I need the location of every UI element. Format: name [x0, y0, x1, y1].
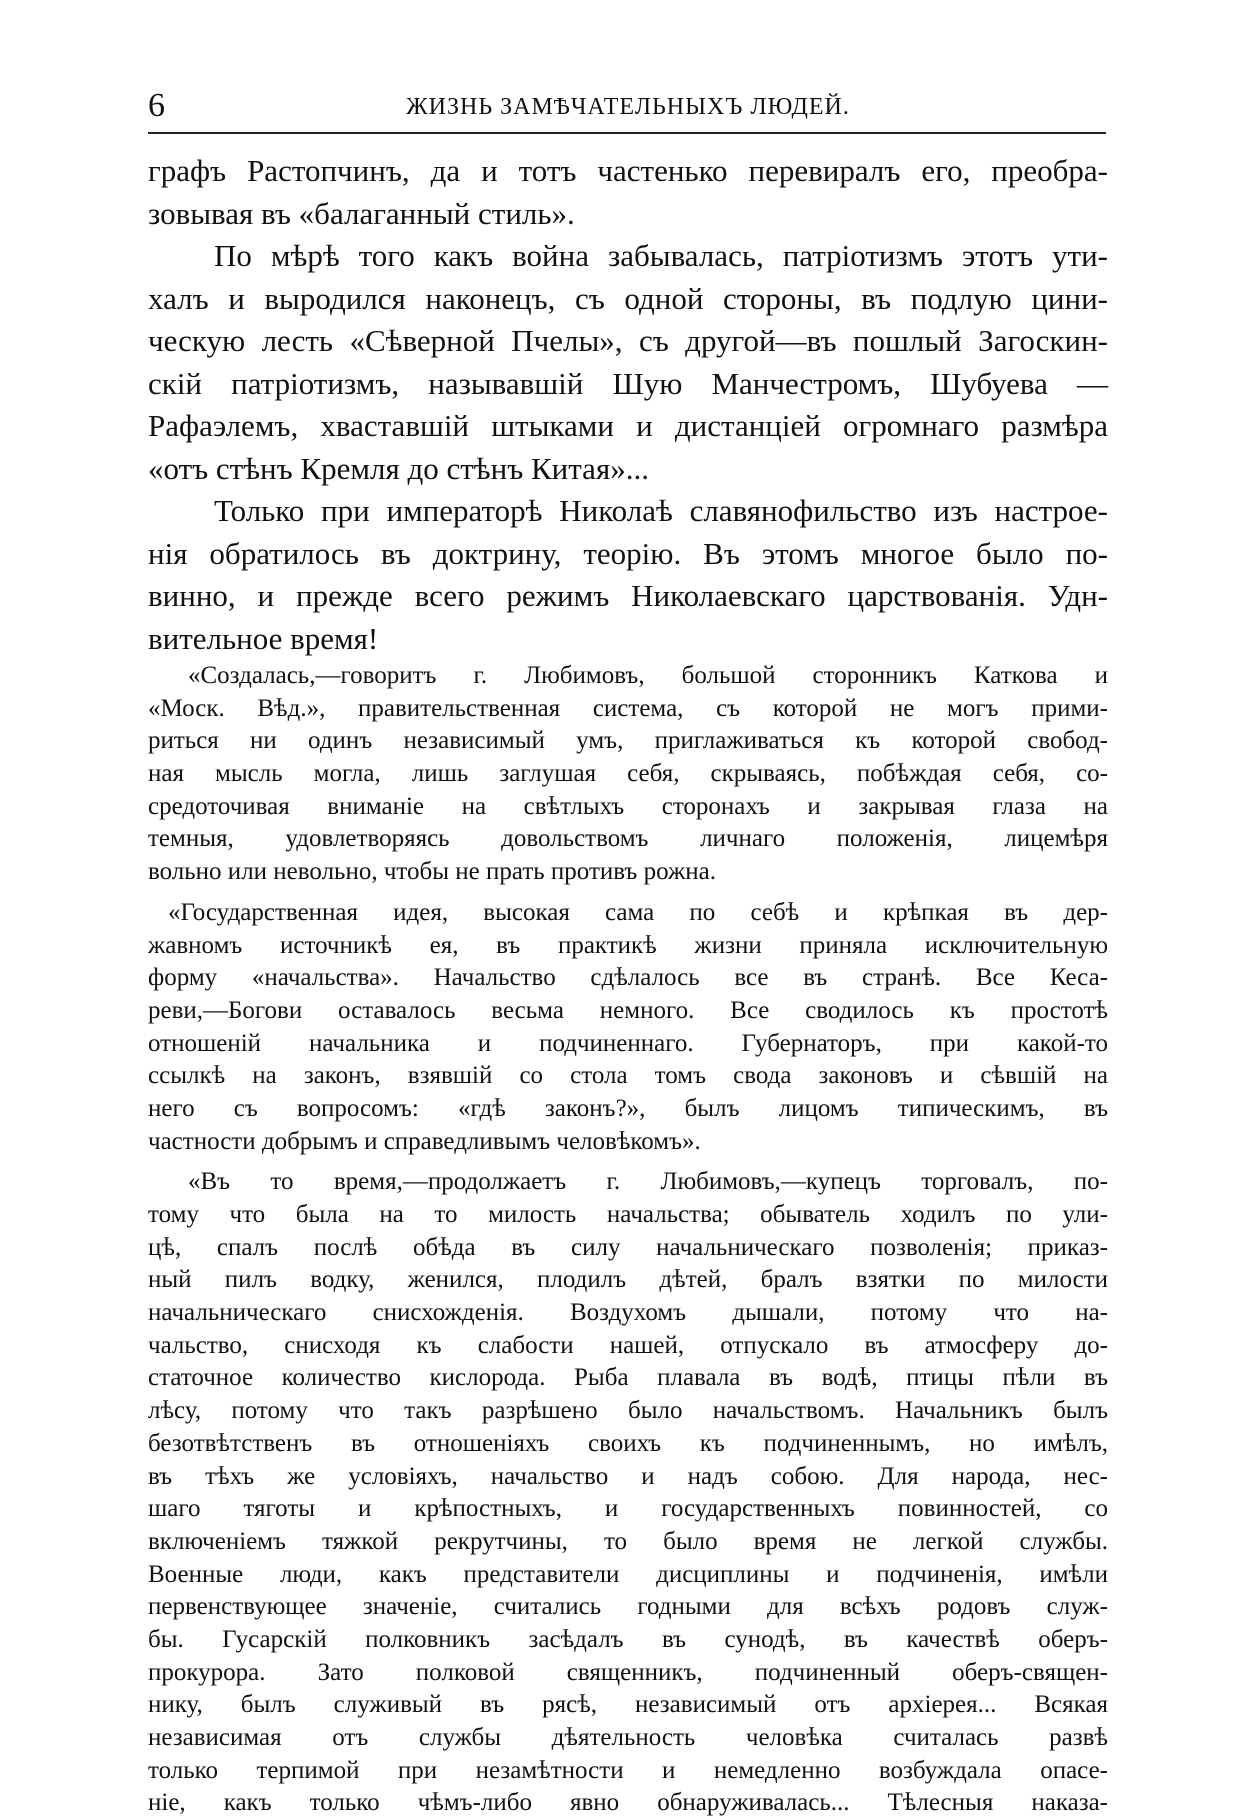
text-line: нику, былъ служивый въ рясѣ, независимый отъ архіерея... Всякая — [148, 1691, 1108, 1719]
text-line: ссылкѣ на законъ, взявшій со стола томъ свода законовъ и сѣвшій на — [148, 1062, 1108, 1090]
text-line: форму «начальства». Начальство сдѣлалось все въ странѣ. Все Кеса- — [148, 964, 1108, 992]
text-line: начальническаго снисхожденія. Воздухомъ дышали, потому что на- — [148, 1299, 1108, 1327]
text-line: Рафаэлемъ, хваставшій штыками и дистанціей огромнаго размѣра — [148, 408, 1108, 443]
text-line: ніе, какъ только чѣмъ-либо явно обнаруживалась... Тѣлесныя наказа- — [148, 1789, 1108, 1817]
text-line: скій патріотизмъ, называвшій Шую Манчестромъ, Шубуева — — [148, 365, 1108, 401]
text-line: «Создалась,—говоритъ г. Любимовъ, большой сторонникъ Каткова и — [188, 662, 1108, 689]
text-line: темныя, удовлетворяясь довольствомъ личнаго положенія, лицемѣря — [148, 825, 1108, 853]
text-line: риться ни одинъ независимый умъ, приглаживаться къ которой свобод- — [148, 727, 1108, 755]
text-line: Военные люди, какъ представители дисциплины и подчиненія, имѣли — [148, 1560, 1108, 1588]
text-line: По мѣрѣ того какъ война забывалась, патріотизмъ этотъ ути- — [214, 238, 1108, 273]
text-line: жавномъ источникѣ ея, въ практикѣ жизни приняла исключительную — [148, 931, 1108, 959]
text-line: «Въ то время,—продолжаетъ г. Любимовъ,—купецъ торговалъ, по- — [188, 1168, 1108, 1196]
body-paragraph — [148, 235, 1108, 490]
body-paragraph — [148, 490, 1108, 660]
text-line: вительное время! — [148, 620, 379, 656]
text-line: «Моск. Вѣд.», правительственная система, съ которой не могъ прими- — [148, 694, 1108, 722]
text-line: въ тѣхъ же условіяхъ, начальство и надъ собою. Для народа, нес- — [148, 1462, 1108, 1490]
text-line: лѣсу, потому что такъ разрѣшено было начальствомъ. Начальникъ былъ — [148, 1397, 1108, 1425]
text-line: независимая отъ службы дѣятельность человѣка считалась развѣ — [148, 1724, 1108, 1751]
page-number: 6 — [148, 87, 165, 124]
quote-paragraph — [148, 897, 1108, 1159]
text-line: нія обратилось въ доктрину, теорію. Въ этомъ многое было по- — [148, 535, 1108, 571]
text-line: реви,—Богови оставалось весьма немного. Все сводилось къ простотѣ — [148, 996, 1108, 1024]
text-line: только терпимой при незамѣтности и немедленно возбуждала опасе- — [148, 1756, 1108, 1784]
text-line: зовывая въ «балаганный стиль». — [148, 195, 575, 231]
text-line: ческую лесть «Сѣверной Пчелы», съ другой—въ пошлый Загоскин- — [148, 323, 1108, 358]
text-line: графъ Растопчинъ, да и тотъ частенько перевиралъ его, преобра- — [148, 153, 1108, 188]
text-line: средоточивая вниманіе на свѣтлыхъ сторонахъ и закрывая глаза на — [148, 792, 1108, 820]
text-line: безотвѣтственъ въ отношеніяхъ своихъ къ подчиненнымъ, но имѣлъ, — [148, 1429, 1108, 1457]
body-paragraph — [148, 150, 1108, 235]
text-line: шаго тяготы и крѣпостныхъ, и государственныхъ повинностей, со — [148, 1495, 1108, 1523]
text-line: ная мысль могла, лишь заглушая себя, скрываясь, побѣждая себя, со- — [148, 760, 1108, 788]
body-text — [148, 150, 1108, 1820]
text-line: «отъ стѣнъ Кремля до стѣнъ Китая»... — [148, 450, 649, 486]
header-rule — [148, 132, 1106, 134]
text-line: первенствующее значеніе, считались годными для всѣхъ родовъ служ- — [148, 1593, 1108, 1621]
text-line: Только при императорѣ Николаѣ славянофильство изъ настрое- — [214, 493, 1108, 528]
text-line: тому что была на то милость начальства; обыватель ходилъ по ули- — [148, 1201, 1108, 1228]
quote-paragraph — [148, 660, 1108, 889]
text-line: включеніемъ тяжкой рекрутчины, то было время не легкой службы. — [148, 1527, 1108, 1555]
text-line: «Государственная идея, высокая сама по себѣ и крѣпкая въ дер- — [168, 898, 1108, 926]
text-line: бы. Гусарскій полковникъ засѣдалъ въ сунодѣ, въ качествѣ оберъ- — [148, 1625, 1108, 1653]
text-line: ный пилъ водку, женился, плодилъ дѣтей, бралъ взятки по милости — [148, 1266, 1108, 1294]
text-line: халъ и выродился наконецъ, съ одной стороны, въ подлую цини- — [148, 280, 1108, 316]
text-line: прокурора. Зато полковой священникъ, подчиненный оберъ-священ- — [148, 1658, 1108, 1686]
quote-paragraph — [148, 1166, 1108, 1820]
text-line: статочное количество кислорода. Рыба плавала въ водѣ, птицы пѣли въ — [148, 1364, 1108, 1392]
page-header — [148, 86, 1108, 130]
text-line: него съ вопросомъ: «гдѣ законъ?», былъ лицомъ типическимъ, въ — [148, 1094, 1108, 1122]
text-line: частности добрымъ и справедливымъ человѣкомъ». — [148, 1127, 701, 1155]
text-line: вольно или невольно, чтобы не прать противъ рожна. — [148, 858, 716, 886]
text-line: винно, и прежде всего режимъ Николаевскаго царствованія. Удн- — [148, 578, 1108, 613]
text-line: отношеній начальника и подчиненнаго. Губернаторъ, при какой-то — [148, 1029, 1108, 1057]
text-line: чальство, снисходя къ слабости нашей, отпускало въ атмосферу до- — [148, 1331, 1108, 1359]
running-title: ЖИЗНЬ ЗАМѢЧАТЕЛЬНЫХЪ ЛЮДЕЙ. — [406, 94, 850, 120]
text-line: цѣ, спалъ послѣ обѣда въ силу начальническаго позволенія; приказ- — [148, 1233, 1108, 1261]
